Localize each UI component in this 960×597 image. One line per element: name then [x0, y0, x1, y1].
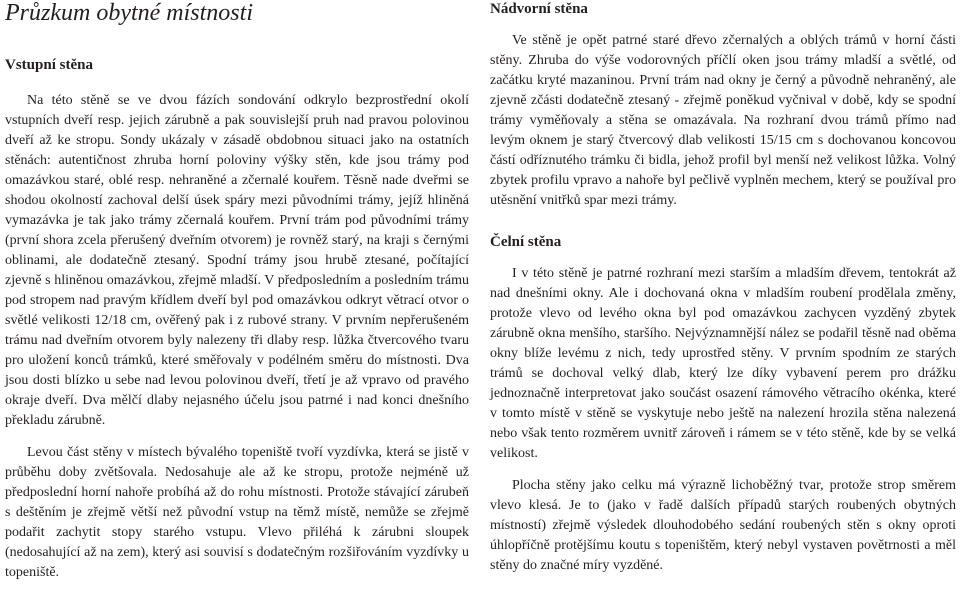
paragraph: Plocha stěny jako celku má výrazně lichoběžný tvar, protože strop směrem vlevo klesá. Je to (jako v řadě dalších případů starých roubených obytných místností) zřejmě výsledek dlouhodobého sedání roubených stěn s okny oproti úhlopříčně protějšímu koutu s topeništěm, který nebyl vystaven povětrnosti a měl stěny do značné míry vyzděné.: [490, 478, 956, 573]
left-column: [5, 0, 469, 583]
page-title: Průzkum obytné místnosti: [5, 0, 253, 26]
section-heading-courtyard: Nádvorní stěna: [490, 1, 588, 17]
paragraph: Levou část stěny v místech bývalého topeniště tvoří vyzdívka, která se jistě v průběhu doby zvětšovala. Nedosahuje ale až ke stropu, protože nejméně už předposlední horní nahoře probíhá až do rohu místnosti. Protože stávající zárubeň s deštěním je zřejmě větší než původní vstup na těmž místě, nemůže se zřejmě podařit zachytit stopy starého vstupu. Vlevo přiléhá k zárubni sloupek (nedosahující až na zem), který asi souvisí s dodatečným rozšiřováním vyzdívky u topeniště.: [5, 445, 469, 580]
right-column: [490, 0, 956, 576]
paragraph: Na této stěně se ve dvou fázích sondování odkrylo bezprostřední okolí vstupních dveří resp. jejich zárubně a pak souvislejší pruh nad pravou polovinou dveří až ke stropu. Sondy ukázaly v zásadě obdobnou situaci jako na ostatních stěnách: autentičnost zhruba horní poloviny výšky stěn, kde jsou trámy pod omazávkou staré, oblé resp. nehraněné a zčernalé kouřem. Těsně nade dveřmi se shodou okolností zachoval delší úsek spáry mezi původními trámy, jejíž hliněná vymazávka je tak jako trámy zčernalá kouřem. První trám pod původními trámy (první shora zcela přerušený dveřním otvorem) je rovněž starý, na kraji s černými oblinami, ale dodatečně ztesaný. Spodní trámy jsou hrubě ztesané, počítající zjevně s hliněnou omazávkou, zřejmě mladší. V předposledním a posledním trámu pod stropem nad pravým křídlem dveří byl pod omazávkou odkryt větrací otvor o světlé velikosti 12/18 cm, ověřený pak i z rubové strany. V prvním nepřerušeném trámu nad dveřním otvorem byly nalezeny tři dlaby resp. lůžka čtvercového tvaru pro uložení konců trámků, které směřovaly v podélném směru do místnosti. Dva jsou dosti blízko u sebe nad levou polovinou dveří, třetí je až vpravo od pravého okraje dveří. Dva mělčí dlaby nejasného účelu jsou patrné i nad konci dnešního překladu zárubně.: [5, 93, 469, 428]
paragraph: Ve stěně je opět patrné staré dřevo zčernalých a oblých trámů v horní části stěny. Zhruba do výše vodorovných příčlí oken jsou trámy mladší a světlé, od začátku kryté mazaninou. První trám nad okny je černý a původně nehraněný, ale zjevně zčásti dodatečně ztesaný - zřejmě poněkud vyčnival v době, kdy se spodní trámy vyměňovaly a stěna se omazávala. Na rozhraní dvou trámů přímo nad levým oknem je starý čtvercový dlab velikosti 15/15 cm s dochovanou koncovou částí odříznutého trámku či bidla, jehož profil byl menší než velikost lůžka. Volný zbytek profilu vpravo a nahoře byl pečlivě vyplněn mechem, který se používal pro utěsnění vnitřků spar mezi trámy.: [490, 33, 956, 208]
paragraph: I v této stěně je patrné rozhraní mezi starším a mladším dřevem, tentokrát až nad dnešními okny. Ale i dochovaná okna v mladším roubení prodělala změny, protože vlevo od levého okna byl pod omazávkou zachycen vyzděný zbytek zárubně okna menšího, staršího. Nejvýznamnější nález se podařil těsně nad oběma okny blíže levému z nich, tedy uprostřed stěny. V prvním spodním ze starých trámů se dochoval velký dlab, který lze díky vybavení perem pro drážku jednoznačně interpretovat jako součást osazení rámového větracího okénka, které v tomto místě v stěně se vyskytuje nebo ještě na nalezení hrozila stěna nalezená nebo však tento rozměrem uvnitř zároveň i rámem se v této stěně, kde by se velká velikost.: [490, 266, 956, 461]
section-heading-front: Čelní stěna: [490, 234, 562, 250]
section-heading-entrance: Vstupní stěna: [5, 57, 93, 73]
